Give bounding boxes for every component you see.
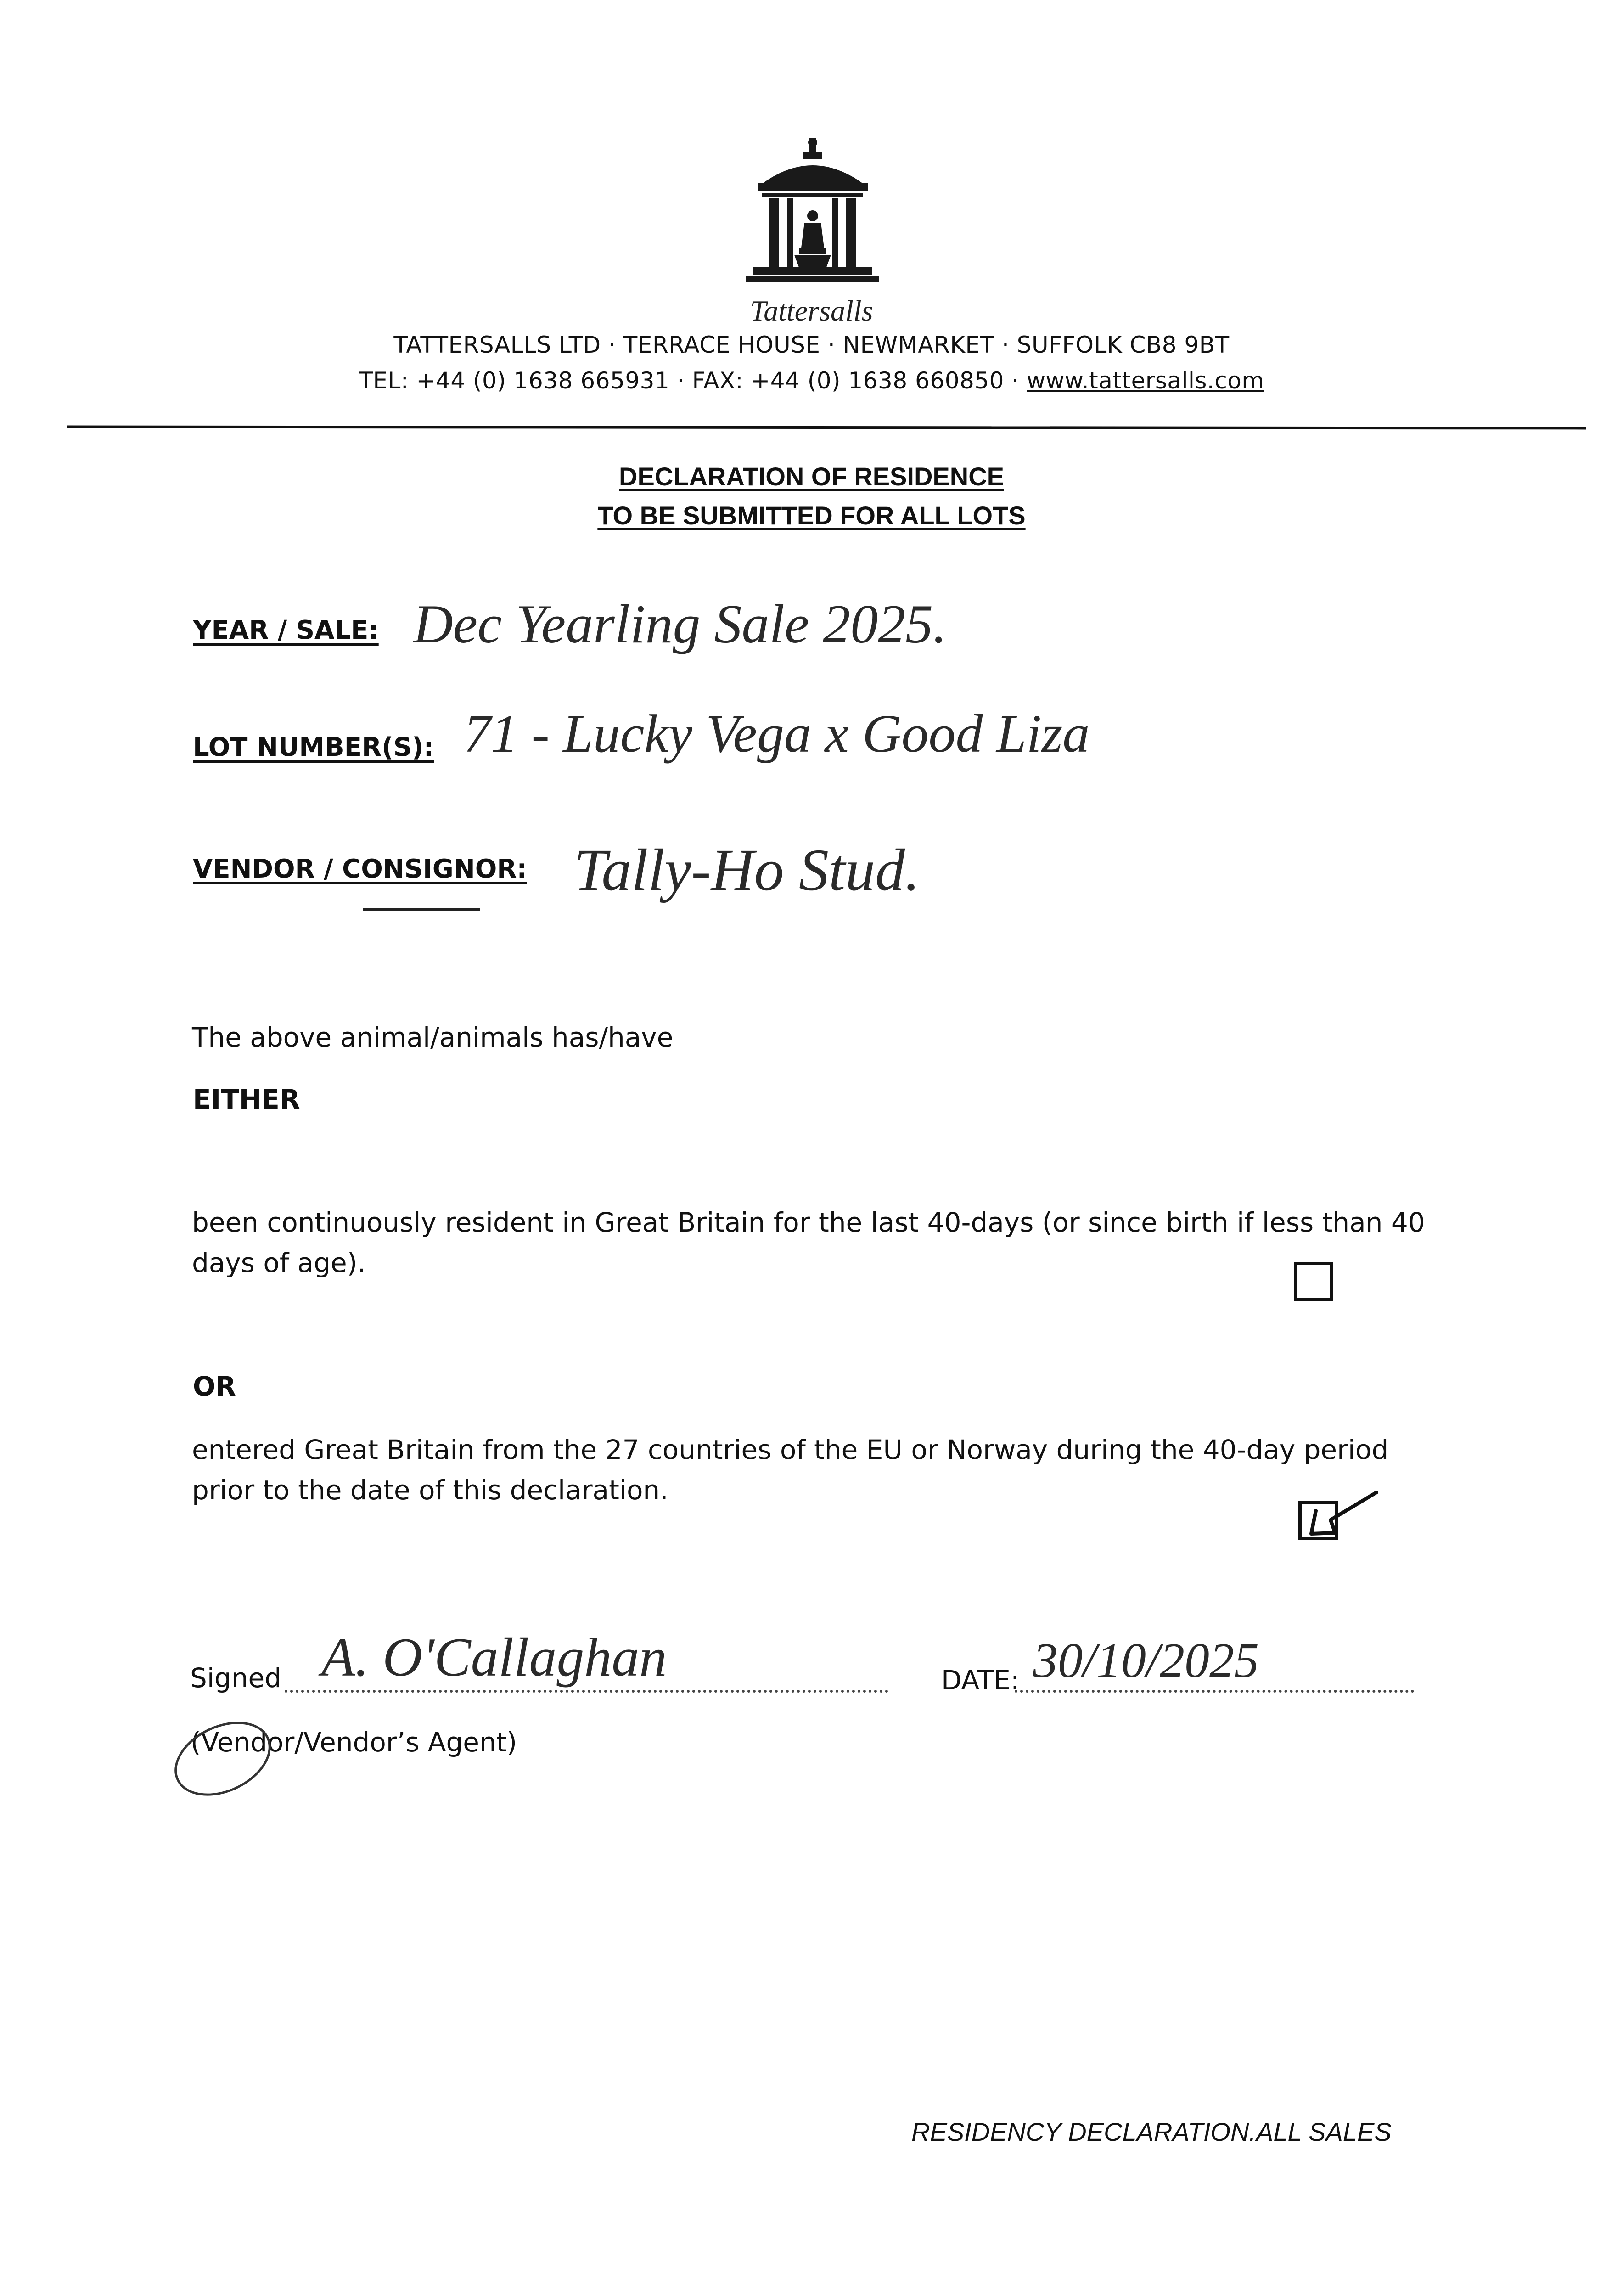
contact-numbers: TEL: +44 (0) 1638 665931 · FAX: +44 (0) 1638 660850 · — [359, 367, 1027, 394]
or-heading: OR — [193, 1371, 236, 1402]
date-value: 30/10/2025 — [1033, 1633, 1259, 1688]
option1-line2: days of age). — [192, 1247, 366, 1278]
role-circle-mark — [170, 1717, 280, 1812]
company-address: TATTERSALLS LTD · TERRACE HOUSE · NEWMARKET · SUFFOLK CB8 9BT — [393, 332, 1230, 358]
option1-checkbox[interactable] — [1294, 1262, 1333, 1301]
header-divider — [67, 426, 1586, 430]
date-label: DATE: — [941, 1665, 1020, 1696]
lot-numbers-value: 71 - Lucky Vega x Good Liza — [464, 703, 1090, 764]
option2-line2: prior to the date of this declaration. — [192, 1474, 668, 1506]
signer-role: (Vendor/Vendor’s Agent) — [191, 1727, 517, 1758]
statement-intro: The above animal/animals has/have — [192, 1022, 674, 1053]
option1-text — [192, 1202, 1432, 1283]
option2-checkmark — [1298, 1483, 1381, 1550]
company-contact — [0, 367, 1623, 394]
lot-numbers-label: LOT NUMBER(S): — [193, 732, 434, 762]
option1-line1: been continuously resident in Great Britain for the last 40-days (or since birth if less than 40 — [192, 1207, 1425, 1238]
vendor-label-underline — [363, 908, 480, 911]
option2-text — [192, 1429, 1432, 1510]
date-line — [1015, 1690, 1414, 1693]
option2-line1: entered Great Britain from the 27 countries of the EU or Norway during the 40-day period — [192, 1434, 1389, 1465]
year-sale-value: Dec Yearling Sale 2025. — [413, 593, 947, 654]
vendor-value: Tally-Ho Stud. — [574, 837, 920, 903]
document-subtitle: TO BE SUBMITTED FOR ALL LOTS — [597, 501, 1026, 530]
tattersalls-logo — [744, 138, 882, 294]
year-sale-label: YEAR / SALE: — [193, 615, 379, 645]
signed-label: Signed — [190, 1662, 282, 1694]
signature-value: A. O'Callaghan — [321, 1626, 667, 1688]
vendor-label: VENDOR / CONSIGNOR: — [193, 854, 527, 884]
website-link[interactable]: www.tattersalls.com — [1027, 367, 1264, 394]
brand-name: Tattersalls — [750, 294, 873, 327]
document-title: DECLARATION OF RESIDENCE — [619, 462, 1004, 491]
document-footer: RESIDENCY DECLARATION.ALL SALES — [911, 2117, 1392, 2146]
either-heading: EITHER — [193, 1084, 300, 1115]
signature-line — [285, 1690, 888, 1693]
